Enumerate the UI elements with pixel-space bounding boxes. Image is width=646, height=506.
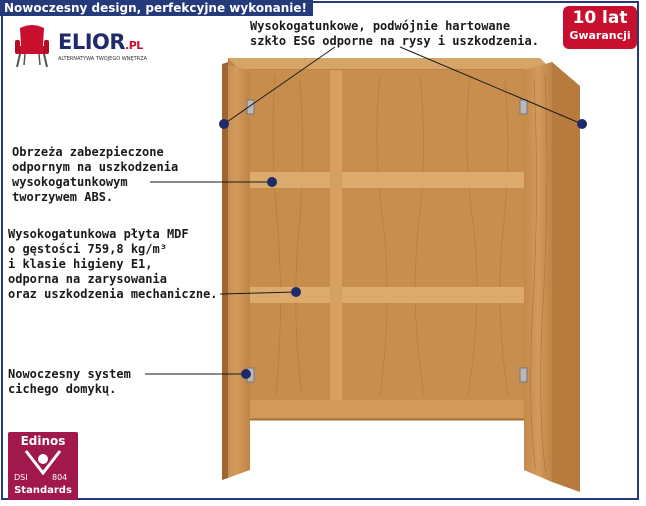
feature-abs-edges: Obrzeża zabezpieczone odpornym na uszkodzenia wysokogatunkowym tworzywem ABS. <box>12 145 179 204</box>
tagline-banner: Nowoczesny design, perfekcyjne wykonanie! <box>0 0 313 16</box>
certificate-name: Edinos <box>20 434 66 448</box>
certificate-emblem-icon <box>24 449 62 475</box>
certificate-standard: Standards <box>14 485 72 496</box>
brand-tagline: ALTERNATYWA TWOJEGO WNĘTRZA <box>58 56 147 62</box>
feature-mdf-board: Wysokogatunkowa płyta MDF o gęstości 759,8 kg/m³ i klasie higieny E1, odporna na zarysowania oraz uszkodzenia mechaniczne. <box>8 227 218 301</box>
warranty-label: Gwarancji <box>569 29 631 42</box>
brand-name: ELIOR.PL <box>58 30 143 54</box>
certificate-badge <box>8 432 78 500</box>
certificate-code-right: 804 <box>52 473 68 482</box>
feature-soft-close: Nowoczesny system cichego domykų. <box>8 367 131 396</box>
feature-glass: Wysokogatunkowe, podwójnie hartowane szkło ESG odporne na rysy i uszkodzenia. <box>250 19 539 48</box>
warranty-years: 10 lat <box>572 8 628 28</box>
certificate-code-left: DSI <box>14 473 28 482</box>
